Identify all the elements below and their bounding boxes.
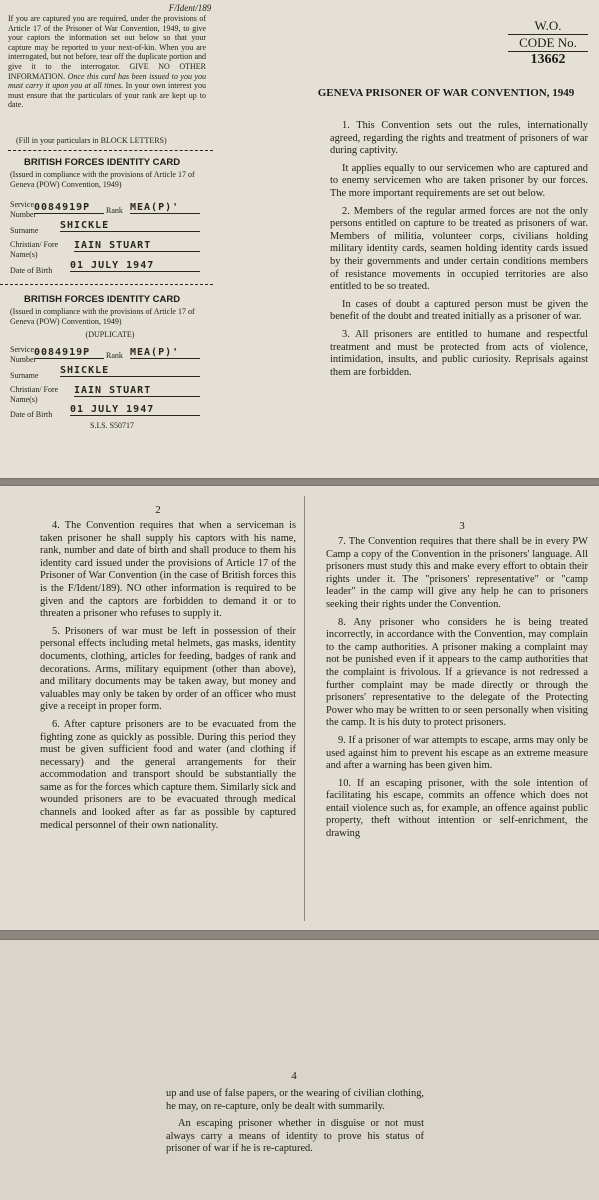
surname-value: SHICKLE — [60, 220, 200, 232]
intro-text: If you are captured you are required, under the provisions of Article 17 of the Prisoner of War Convention, 1949, to give your captors the information set out below so that your capture may be reported to your next-of-kin. When you are interrogated, but not before, tear off the duplicate portion and give it to the interrogator. GIVE NO OTHER INFORMATION. — [8, 14, 206, 81]
dup-dob-label: Date of Birth — [10, 410, 53, 419]
page-2-number: 2 — [155, 504, 161, 516]
para-4: 4. The Convention requires that when a serviceman is taken prisoner he shall supply his captors with his name, rank, number and date of birth and shall produce to them his identity card issued under the provisions of Article 17 of the Prisoner of War Convention (in the case of British forces this is the F/Ident/189). NO other information is required to be given and the captors are forbidden to demand it or to threaten a prisoner who refuses to supply it. — [40, 520, 296, 620]
page-4-number: 4 — [291, 1070, 297, 1082]
wo-code-box — [508, 18, 588, 68]
dup-forenames-value: IAIN STUART — [74, 385, 200, 397]
forenames-value: IAIN STUART — [74, 240, 200, 252]
stationery-code: S.I.S. S50717 — [90, 421, 135, 430]
card-page-4 — [0, 940, 599, 1200]
service-label: Service Number — [10, 200, 37, 219]
duplicate-note: (DUPLICATE) — [85, 330, 135, 339]
para-8: 8. Any prisoner who considers he is being treated incorrectly, in accordance with the Convention, may complain to the camp authorities. A prisoner making a complaint may not be punished even if it appears to the camp authorities that the complaint is frivolous. If a grievance is not redressed a further complaint may be made directly or through the prisoners' representative to the delegate of the Protecting Power who may be written to or seen personally when visiting the camp. It is his duty to protect prisoners. — [326, 616, 588, 729]
service-number-value: 0084919P — [34, 202, 104, 214]
code-label: CODE No. — [508, 34, 588, 52]
dob-label: Date of Birth — [10, 266, 53, 275]
dup-surname-label: Surname — [10, 371, 39, 380]
page2-body — [40, 520, 296, 837]
form-reference: F/Ident/189 — [168, 3, 212, 13]
para-6: 6. After capture prisoners are to be evacuated from the fighting zone as quickly as possible. During this period they must be given sufficient food and water (and clothing if necessary) and the general arrangements for their accommodation and transport should be substantially the same as for the forces which capture them. Similarly sick and wounded prisoners are to be evacuated through medical channels and looked after as far as possible by captured medical personnel of their own nationality. — [40, 718, 296, 831]
page3-body — [326, 536, 588, 846]
wo-label: W.O. — [534, 18, 562, 33]
para-2b: In cases of doubt a captured person must be given the benefit of the doubt and treated initially as a prisoner of war. — [330, 298, 588, 323]
card-page-1 — [0, 0, 599, 478]
carry-note: Once this card has been issued to you you must carry it upon you at all times. — [8, 71, 207, 91]
dup-service-label: Service Number — [10, 345, 37, 364]
duplicate-card-title: BRITISH FORCES IDENTITY CARD — [24, 294, 181, 305]
dup-rank-value: MEA(P)' — [130, 347, 200, 359]
para-7: 7. The Convention requires that there shall be in every PW Camp a copy of the Convention in the prisoners' language. All prisoners must study this and make every effort to obtain their rights under it. The "prisoners' representative" or "camp leader" in the camp will give any help he can to prisoners seeking their rights under the Convention. — [326, 536, 588, 610]
surname-label: Surname — [10, 226, 39, 235]
para-1: 1. This Convention sets out the rules, internationally agreed, regarding the rights and treatment of prisoners of war during captivity. — [330, 120, 588, 157]
tear-line-1 — [8, 150, 213, 151]
para-10: 10. If an escaping prisoner, with the sole intention of facilitating his escape, commits an offence which does not entail violence such as, for example, an offence against public property, theft without intention or self-enrichment, the drawing — [326, 777, 588, 840]
para-10-continued: up and use of false papers, or the wearing of civilian clothing, he may, on re-capture, only be dealt with summarily. — [166, 1088, 424, 1112]
para-3: 3. All prisoners are entitled to humane and respectful treatment and must be protected from acts of violence, intimidation, insults, and public curiosity. Reprisals against them are forbidden. — [330, 328, 588, 378]
center-fold — [304, 496, 305, 921]
card-pages-2-3 — [0, 486, 599, 930]
dup-rank-label: Rank — [106, 351, 123, 360]
dup-service-number-value: 0084919P — [34, 347, 104, 359]
dob-value: 01 JULY 1947 — [70, 260, 200, 272]
card-issued-note: (Issued in compliance with the provisions of Article 17 of Geneva (POW) Convention, 1949) — [10, 170, 195, 189]
page4-body — [166, 1088, 424, 1161]
tear-line-2 — [0, 284, 213, 285]
convention-heading: GENEVA PRISONER OF WAR CONVENTION, 1949 — [317, 87, 575, 99]
para-disguise: An escaping prisoner whether in disguise or not must always carry a means of identity to prove his status of prisoner of war if he is re-captured. — [166, 1118, 424, 1155]
dup-surname-value: SHICKLE — [60, 365, 200, 377]
card-title: BRITISH FORCES IDENTITY CARD — [24, 157, 181, 168]
rank-note: In your own interest you must ensure that the particulars of your rank are kept up to date. — [8, 81, 206, 110]
dup-dob-value: 01 JULY 1947 — [70, 404, 200, 416]
para-1b: It applies equally to our servicemen who are captured and to enemy servicemen who are taken prisoner by our forces. The more important requirements are set out below. — [330, 162, 588, 199]
capture-instructions — [8, 14, 206, 110]
code-number: 13662 — [530, 52, 566, 67]
rank-value: MEA(P)' — [130, 202, 200, 214]
forenames-label: Christian/ Fore Name(s) — [10, 240, 59, 259]
rank-label: Rank — [106, 206, 123, 215]
para-9: 9. If a prisoner of war attempts to escape, arms may only be used against him to prevent his escape as an extreme measure and after a warning has been given him. — [326, 734, 588, 772]
para-5: 5. Prisoners of war must be left in possession of their personal effects including metal helmets, gas masks, identity documents, clothing, articles for feeding, badges of rank and decorations. Arms, military equipment (other than above), and military documents may be taken away, but money and valuables may only be taken by order of an officer who must give a receipt in proper form. — [40, 625, 296, 713]
duplicate-card-issued-note: (Issued in compliance with the provisions of Article 17 of Geneva (POW) Convention, 1949) — [10, 307, 195, 326]
para-2: 2. Members of the regular armed forces are not the only persons entitled on capture to be treated as prisoners of war. Members of militia, volunteer corps, civilians holding military identity cards, seamen holding identity cards issued by their governments and under certain conditions members of resistance movements in occupied territories are also entitled to be so treated. — [330, 205, 588, 293]
fill-note: (Fill in your particulars in BLOCK LETTERS) — [16, 136, 167, 145]
page1-body — [330, 120, 588, 384]
dup-forenames-label: Christian/ Fore Name(s) — [10, 385, 59, 404]
page-3-number: 3 — [459, 520, 465, 532]
